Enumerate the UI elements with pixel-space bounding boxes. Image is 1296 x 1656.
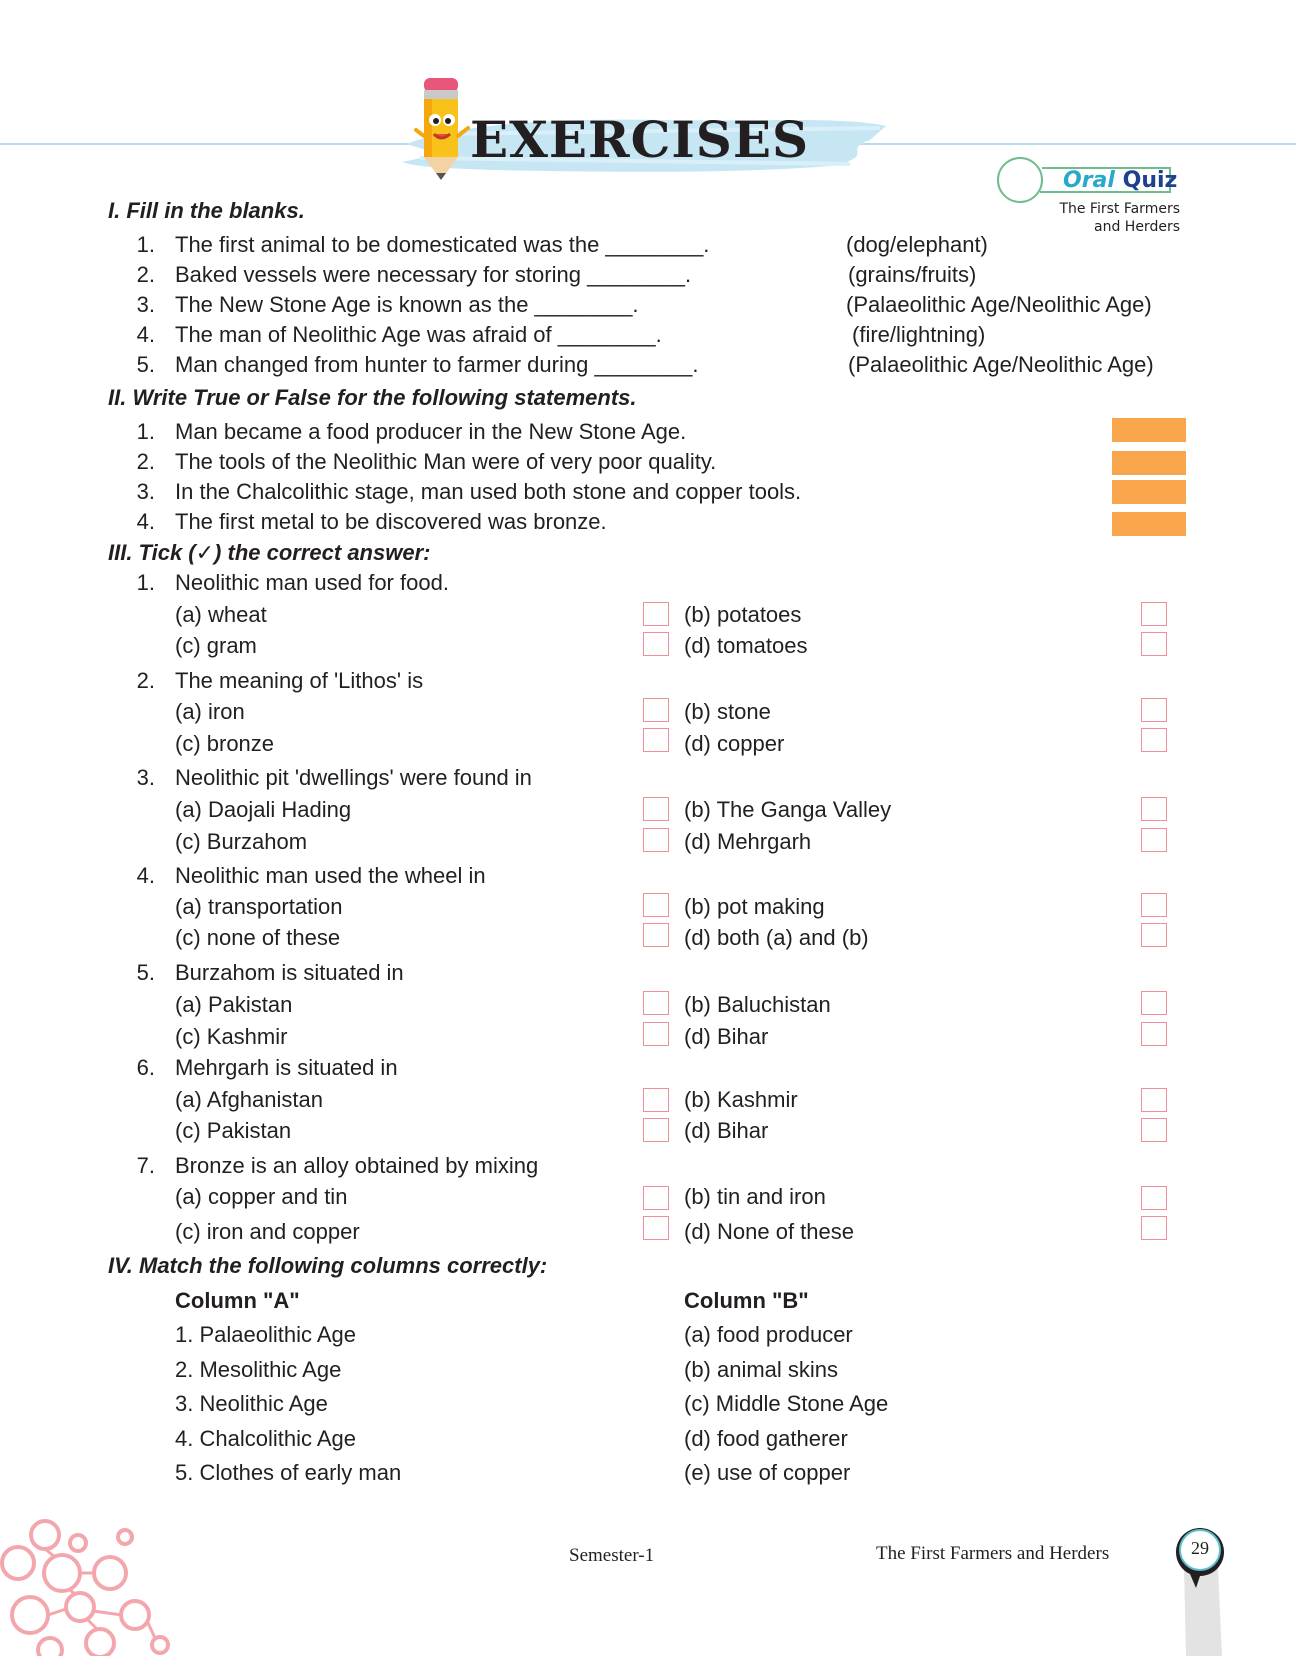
tick-box-b[interactable] <box>1141 1186 1167 1210</box>
tick-box-a[interactable] <box>643 1088 669 1112</box>
option-d: (d) Bihar <box>684 1118 769 1143</box>
tick-box-b[interactable] <box>1141 602 1167 626</box>
column-a-item: 3. Neolithic Age <box>175 1391 328 1416</box>
tick-box-b[interactable] <box>1141 1088 1167 1112</box>
question-number: 7. <box>136 1153 155 1178</box>
tick-box-d[interactable] <box>1141 1022 1167 1046</box>
tick-box-c[interactable] <box>643 1118 669 1142</box>
option-b: (b) potatoes <box>684 602 802 627</box>
question-text: Burzahom is situated in <box>175 960 404 985</box>
tick-box-b[interactable] <box>1141 797 1167 821</box>
section1-heading: I. Fill in the blanks. <box>108 198 305 223</box>
true-false-statement: In the Chalcolithic stage, man used both stone and copper tools. <box>175 479 802 504</box>
tick-box-d[interactable] <box>1141 728 1167 752</box>
column-b-title: Column "B" <box>684 1288 809 1313</box>
column-b-item: (e) use of copper <box>684 1460 851 1485</box>
tick-box-c[interactable] <box>643 1216 669 1240</box>
oral-word: Oral <box>1063 168 1115 193</box>
item-number: 5. <box>136 352 155 377</box>
option-a: (a) iron <box>175 699 245 724</box>
option-a: (a) Afghanistan <box>175 1087 323 1112</box>
true-false-statement: The tools of the Neolithic Man were of very poor quality. <box>175 449 717 474</box>
pencil-mascot-icon <box>410 72 472 184</box>
item-number: 3. <box>136 479 155 504</box>
option-d: (d) None of these <box>684 1219 854 1244</box>
option-c: (c) Pakistan <box>175 1118 292 1143</box>
fill-blank-hint: (grains/fruits) <box>848 262 977 287</box>
tick-box-d[interactable] <box>1141 828 1167 852</box>
fill-blank-question: The first animal to be domesticated was the ________. <box>175 232 710 257</box>
tick-box-c[interactable] <box>643 828 669 852</box>
oral-quiz-subtitle <box>1040 200 1180 236</box>
section3-heading: III. Tick (✓) the correct answer: <box>108 540 431 565</box>
decorative-circles <box>0 1515 180 1656</box>
column-b-item: (d) food gatherer <box>684 1426 848 1451</box>
question-text: Bronze is an alloy obtained by mixing <box>175 1153 539 1178</box>
fill-blank-hint: (dog/elephant) <box>846 232 988 257</box>
item-number: 1. <box>136 232 155 257</box>
question-number: 6. <box>136 1055 155 1080</box>
fill-blank-question: The New Stone Age is known as the ________. <box>175 292 639 317</box>
column-a-item: 1. Palaeolithic Age <box>175 1322 357 1347</box>
option-c: (c) none of these <box>175 925 341 950</box>
option-c: (c) Kashmir <box>175 1024 288 1049</box>
answer-box[interactable] <box>1112 418 1186 442</box>
column-b-item: (c) Middle Stone Age <box>684 1391 889 1416</box>
option-d: (d) Mehrgarh <box>684 829 812 854</box>
tick-box-b[interactable] <box>1141 991 1167 1015</box>
option-b: (b) pot making <box>684 894 825 919</box>
column-a-title: Column "A" <box>175 1288 300 1313</box>
tick-box-d[interactable] <box>1141 1216 1167 1240</box>
tick-box-b[interactable] <box>1141 893 1167 917</box>
answer-box[interactable] <box>1112 512 1186 536</box>
column-a-item: 4. Chalcolithic Age <box>175 1426 356 1451</box>
option-b: (b) The Ganga Valley <box>684 797 892 822</box>
tick-box-a[interactable] <box>643 893 669 917</box>
question-number: 5. <box>136 960 155 985</box>
question-text: Mehrgarh is situated in <box>175 1055 398 1080</box>
tick-box-c[interactable] <box>643 1022 669 1046</box>
tick-box-a[interactable] <box>643 797 669 821</box>
item-number: 2. <box>136 262 155 287</box>
option-b: (b) stone <box>684 699 771 724</box>
option-c: (c) bronze <box>175 731 275 756</box>
option-d: (d) tomatoes <box>684 633 808 658</box>
option-d: (d) Bihar <box>684 1024 769 1049</box>
footer-semester: Semester-1 <box>569 1545 655 1566</box>
tick-box-a[interactable] <box>643 698 669 722</box>
question-text: Neolithic pit 'dwellings' were found in <box>175 765 532 790</box>
fill-blank-hint: (fire/lightning) <box>852 322 986 347</box>
tick-box-a[interactable] <box>643 991 669 1015</box>
option-b: (b) tin and iron <box>684 1184 826 1209</box>
answer-box[interactable] <box>1112 480 1186 504</box>
page-number: 29 <box>1191 1538 1209 1558</box>
quiz-word: Quiz <box>1122 168 1178 193</box>
item-number: 1. <box>136 419 155 444</box>
option-a: (a) Pakistan <box>175 992 293 1017</box>
fill-blank-question: The man of Neolithic Age was afraid of ________. <box>175 322 662 347</box>
answer-box[interactable] <box>1112 451 1186 475</box>
oral-quiz-subtitle-line1: The First Farmers <box>1059 201 1180 217</box>
oral-quiz-title[interactable] <box>1063 168 1177 193</box>
option-b: (b) Baluchistan <box>684 992 831 1017</box>
true-false-statement: The first metal to be discovered was bronze. <box>175 509 607 534</box>
column-b-item: (a) food producer <box>684 1322 853 1347</box>
tick-box-c[interactable] <box>643 728 669 752</box>
option-d: (d) both (a) and (b) <box>684 925 869 950</box>
tick-box-a[interactable] <box>643 602 669 626</box>
option-c: (c) Burzahom <box>175 829 308 854</box>
true-false-statement: Man became a food producer in the New Stone Age. <box>175 419 687 444</box>
oral-quiz-subtitle-line2: and Herders <box>1094 219 1180 235</box>
tick-box-d[interactable] <box>1141 1118 1167 1142</box>
option-a: (a) transportation <box>175 894 343 919</box>
fill-blank-hint: (Palaeolithic Age/Neolithic Age) <box>848 352 1154 377</box>
option-d: (d) copper <box>684 731 785 756</box>
tick-box-c[interactable] <box>643 923 669 947</box>
question-text: Neolithic man used the wheel in <box>175 863 486 888</box>
question-number: 1. <box>136 570 155 595</box>
fill-blank-hint: (Palaeolithic Age/Neolithic Age) <box>846 292 1152 317</box>
section4-heading: IV. Match the following columns correctly: <box>108 1253 548 1278</box>
option-b: (b) Kashmir <box>684 1087 798 1112</box>
tick-box-c[interactable] <box>643 632 669 656</box>
option-c: (c) iron and copper <box>175 1219 360 1244</box>
column-b-item: (b) animal skins <box>684 1357 839 1382</box>
tick-box-b[interactable] <box>1141 698 1167 722</box>
option-c: (c) gram <box>175 633 257 658</box>
option-a: (a) wheat <box>175 602 267 627</box>
tick-box-d[interactable] <box>1141 923 1167 947</box>
question-text: Neolithic man used for food. <box>175 570 449 595</box>
footer-chapter: The First Farmers and Herders <box>876 1543 1110 1564</box>
tick-box-a[interactable] <box>643 1186 669 1210</box>
item-number: 3. <box>136 292 155 317</box>
option-a: (a) copper and tin <box>175 1184 348 1209</box>
option-a: (a) Daojali Hading <box>175 797 352 822</box>
item-number: 4. <box>136 322 155 347</box>
question-number: 2. <box>136 668 155 693</box>
question-number: 4. <box>136 863 155 888</box>
fill-blank-question: Man changed from hunter to farmer during ________. <box>175 352 699 377</box>
item-number: 2. <box>136 449 155 474</box>
question-number: 3. <box>136 765 155 790</box>
section2-heading: II. Write True or False for the following statements. <box>108 385 637 410</box>
column-a-item: 5. Clothes of early man <box>175 1460 402 1485</box>
page-title: EXERCISES <box>470 110 810 169</box>
fill-blank-question: Baked vessels were necessary for storing ________. <box>175 262 692 287</box>
item-number: 4. <box>136 509 155 534</box>
tick-box-d[interactable] <box>1141 632 1167 656</box>
column-a-item: 2. Mesolithic Age <box>175 1357 342 1382</box>
question-text: The meaning of 'Lithos' is <box>175 668 424 693</box>
